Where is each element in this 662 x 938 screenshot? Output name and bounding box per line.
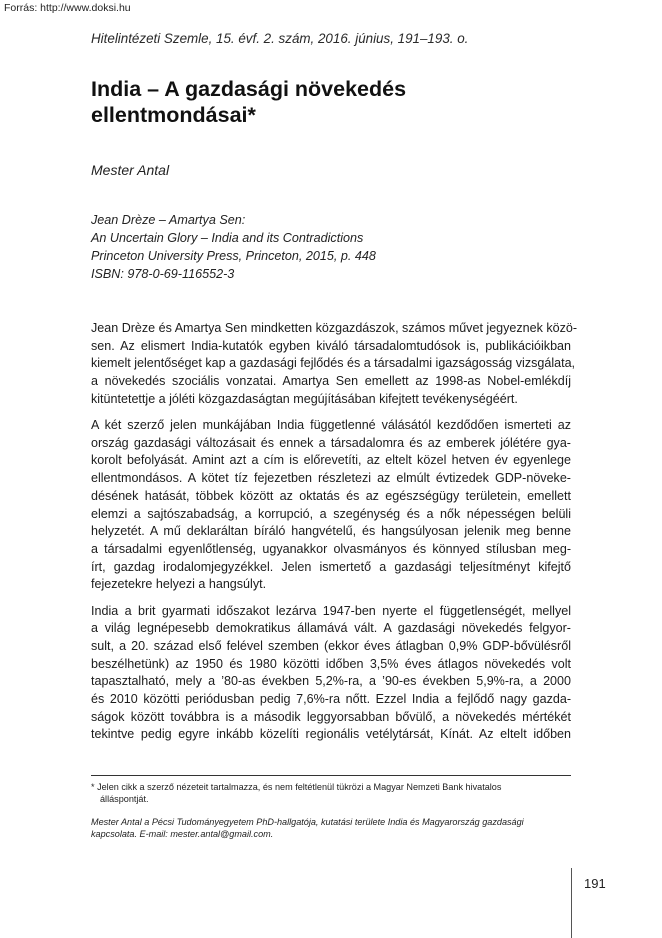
- footnote: [91, 781, 571, 805]
- text-line: sult, a 20. század első felével szemben (ekkor éves átlagban 0,9% GDP-bővülésről: [91, 638, 571, 653]
- text-line: fejezetekre helyezi a hangsúlyt.: [91, 577, 267, 592]
- text-line: a növekedés szociális vonzatai. Amartya Sen emellett az 1998-as Nobel-emlékdíj: [91, 374, 571, 389]
- body-paragraph-1: [91, 320, 578, 409]
- source-url: Forrás: http://www.doksi.hu: [4, 2, 131, 14]
- text-line: ellentmondásos. A kötet tíz fejezetben részletezi az elmúlt évtizedek GDP-növeke-: [91, 471, 571, 486]
- bib-isbn: ISBN: 978-0-69-116552-3: [91, 267, 235, 281]
- page-number-divider: [571, 868, 572, 938]
- body-paragraph-3: [91, 603, 571, 745]
- author-name: Mester Antal: [91, 162, 170, 178]
- text-line: ország gazdasági változásait és ennek a társadalomra és az emberek jólétére gya-: [91, 435, 571, 450]
- book-bibliography: [91, 211, 571, 283]
- text-line: Jean Drèze és Amartya Sen mindketten közgazdászok, számos művet jegyeznek közö-: [91, 321, 578, 335]
- footnote-divider: [91, 775, 571, 776]
- footnote-line-2: álláspontját.: [100, 794, 149, 804]
- text-line: kitüntetettje a jóléti közgazdaságtan megújításában kifejtett tevékenységéért.: [91, 391, 518, 406]
- article-title: [91, 76, 571, 128]
- affiliation-line-2: kapcsolata. E-mail: mester.antal@gmail.com.: [91, 829, 274, 839]
- text-line: korolt befolyását. Amint azt a cím is előrevetíti, az eltelt közel hetven év egyenlege: [91, 453, 571, 468]
- text-line: a világ legnépesebb demokratikus államává vált. A gazdasági növekedés felgyor-: [91, 621, 571, 636]
- text-line: kiemelt jelentőséget kap a gazdasági fejlődés és a társadalmi igazságosság vizsgálata,: [91, 356, 576, 371]
- article-title-line-1: India – A gazdasági növekedés: [91, 77, 407, 101]
- text-line: désének hatását, többek között az oktatás és az egészségügy területein, emellett: [91, 488, 571, 503]
- text-line: írt, gazdag irodalomjegyzékkel. Jelen ismertető a gazdasági teljesítményt kifejtő: [91, 559, 571, 574]
- text-line: sen. Az elismert India-kutatók egyben kiváló társadalomtudósok is, publikációikban: [91, 338, 571, 353]
- text-line: India a brit gyarmati időszakot lezárva 1947-ben nyerte el függetlenségét, mellyel: [91, 603, 571, 618]
- article-body: [91, 320, 578, 753]
- text-line: A két szerző jelen munkájában India függetlenné válásától kezdődően ismerteti az: [91, 418, 571, 433]
- bib-publisher: Princeton University Press, Princeton, 2015, p. 448: [91, 249, 376, 263]
- text-line: tekintve pedig egyre inkább közelíti regionális vetélytársát, Kínát. Az eltelt időben: [91, 727, 571, 742]
- text-line: helyzetét. A mű deklaráltan bíráló hangvételű, és hangsúlyosan jelenik meg benne: [91, 524, 571, 539]
- author-affiliation: [91, 816, 571, 840]
- bib-book-title: An Uncertain Glory – India and its Contradictions: [91, 231, 364, 245]
- text-line: beszélhetünk) az 1950 és 1980 közötti időben 3,5% éves átlagos növekedés volt: [91, 656, 571, 671]
- article-title-line-2: ellentmondásai*: [91, 103, 256, 127]
- text-line: tapasztalható, mely a ’80-as években 5,2%-ra, a ’90-es években 5,9%-ra, a 2000: [91, 674, 571, 689]
- footnote-line-1: * Jelen cikk a szerző nézeteit tartalmazza, és nem feltétlenül tükrözi a Magyar Nemzeti Bank hivatalos: [91, 782, 502, 792]
- affiliation-line-1: Mester Antal a Pécsi Tudományegyetem PhD-hallgatója, kutatási területe India és Magyarország gazdasági: [91, 817, 524, 827]
- body-paragraph-2: [91, 417, 571, 594]
- bib-authors: Jean Drèze – Amartya Sen:: [91, 213, 246, 227]
- journal-running-head: Hitelintézeti Szemle, 15. évf. 2. szám, 2016. június, 191–193. o.: [91, 31, 469, 46]
- text-line: és 2010 közötti periódusban pedig 7,6%-ra nőtt. Ezzel India a fejlődő nagy gazda-: [91, 692, 571, 707]
- text-line: elemzi a sajtószabadság, a korrupció, a szegénység és a nők népességen belüli: [91, 506, 571, 521]
- text-line: a társadalmi egyenlőtlenség, ugyanakkor olvasmányos és könnyed stílusban meg-: [91, 541, 571, 556]
- page-number: 191: [584, 876, 606, 891]
- text-line: ságok között továbbra is a második leggyorsabban bővülő, a növekedés mértékét: [91, 709, 571, 724]
